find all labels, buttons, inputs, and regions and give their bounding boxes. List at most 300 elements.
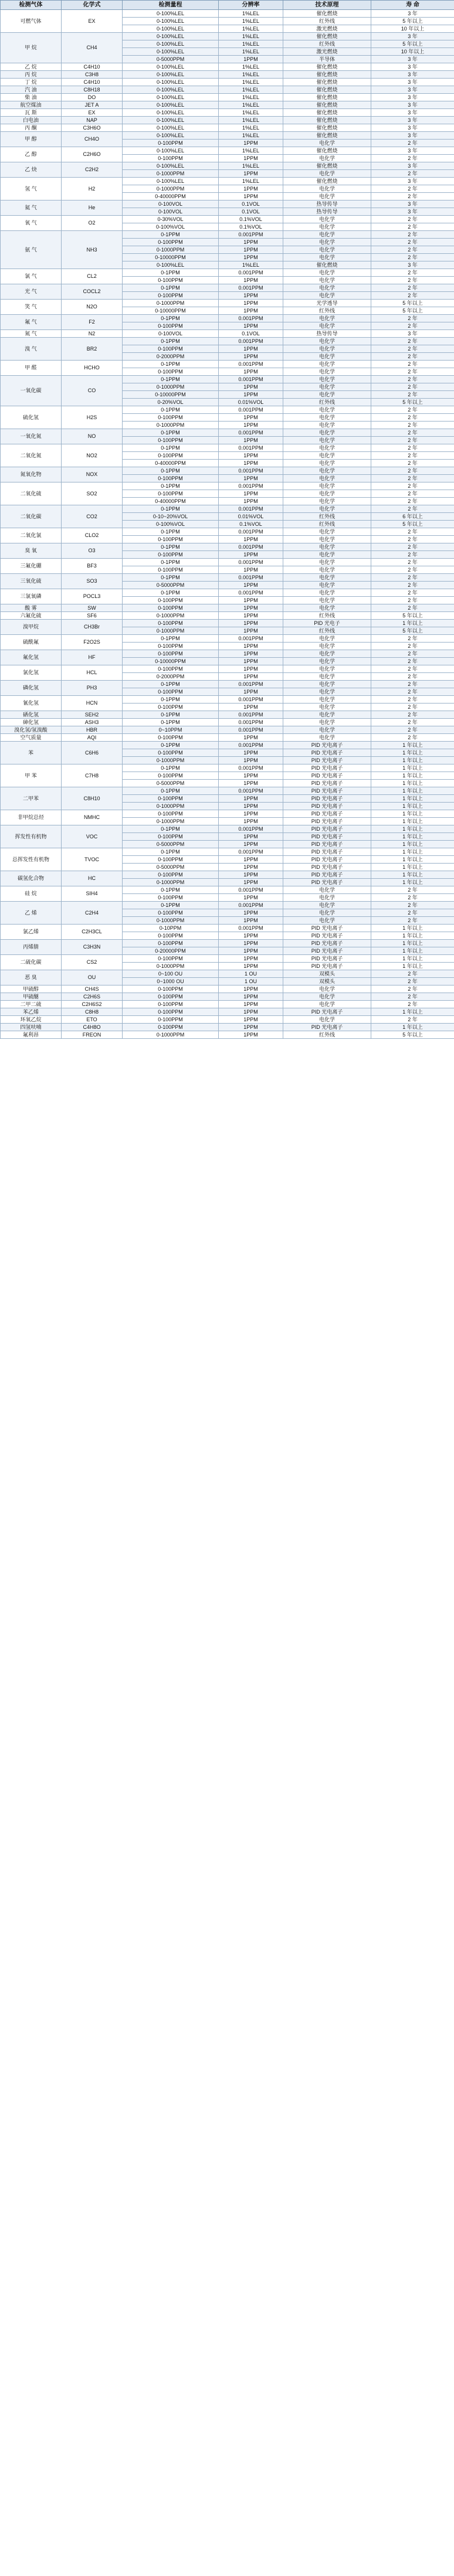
cell-range: 0-100PPM <box>123 277 219 284</box>
cell-technology: 催化燃烧 <box>283 117 371 124</box>
cell-range: 0-100%VOL <box>123 521 219 528</box>
cell-resolution: 0.001PPM <box>219 559 283 566</box>
cell-technology: 电化学 <box>283 597 371 604</box>
cell-lifetime: 3 年 <box>371 86 454 94</box>
cell-technology: 双模头 <box>283 970 371 978</box>
table-row <box>1 376 454 383</box>
cell-range: 0-1PPM <box>123 635 219 643</box>
cell-lifetime: 2 年 <box>371 886 454 894</box>
cell-formula: BR2 <box>62 338 123 361</box>
table-row <box>1 79 454 86</box>
cell-resolution: 0.001PPM <box>219 406 283 414</box>
cell-technology: 电化学 <box>283 604 371 612</box>
cell-resolution: 0.001PPM <box>219 376 283 383</box>
cell-lifetime: 2 年 <box>371 223 454 231</box>
cell-resolution: 1PPM <box>219 1024 283 1031</box>
cell-range: 0-1000PPM <box>123 383 219 391</box>
cell-resolution: 1%LEL <box>219 10 283 18</box>
cell-lifetime: 1 年以上 <box>371 803 454 810</box>
cell-lifetime: 2 年 <box>371 582 454 589</box>
cell-range: 0-100%LEL <box>123 147 219 155</box>
cell-lifetime: 2 年 <box>371 643 454 650</box>
cell-resolution: 0.001PPM <box>219 742 283 749</box>
cell-technology: 电化学 <box>283 917 371 925</box>
cell-lifetime: 2 年 <box>371 917 454 925</box>
cell-technology: 红外线 <box>283 18 371 25</box>
cell-resolution: 1%LEL <box>219 25 283 33</box>
cell-technology: PID 光电离子 <box>283 742 371 749</box>
cell-lifetime: 1 年以上 <box>371 757 454 764</box>
cell-formula: C2H3CL <box>62 925 123 940</box>
table-row <box>1 902 454 909</box>
cell-technology: 电化学 <box>283 452 371 460</box>
cell-lifetime: 2 年 <box>371 978 454 985</box>
cell-resolution: 1%LEL <box>219 162 283 170</box>
cell-formula: PH3 <box>62 681 123 696</box>
cell-range: 0-5000PPM <box>123 56 219 63</box>
cell-technology: PID 光电离子 <box>283 848 371 856</box>
cell-lifetime: 3 年 <box>371 124 454 132</box>
cell-technology: 催化燃烧 <box>283 79 371 86</box>
cell-technology: PID 光电离子 <box>283 856 371 864</box>
cell-range: 0-1PPM <box>123 589 219 597</box>
cell-range: 0-1000PPM <box>123 170 219 178</box>
cell-lifetime: 5 年以上 <box>371 300 454 307</box>
cell-technology: 催化燃烧 <box>283 147 371 155</box>
cell-resolution: 1PPM <box>219 422 283 429</box>
table-row <box>1 1016 454 1024</box>
cell-resolution: 1PPM <box>219 871 283 879</box>
cell-resolution: 1PPM <box>219 383 283 391</box>
cell-resolution: 1%LEL <box>219 18 283 25</box>
cell-lifetime: 2 年 <box>371 993 454 1001</box>
cell-technology: PID 光电离子 <box>283 780 371 787</box>
cell-resolution: 0.001PPM <box>219 231 283 239</box>
cell-resolution: 1PPM <box>219 170 283 178</box>
table-row <box>1 124 454 132</box>
cell-resolution: 0.001PPM <box>219 338 283 345</box>
cell-range: 0-100%LEL <box>123 117 219 124</box>
cell-resolution: 1PPM <box>219 704 283 711</box>
cell-resolution: 1%LEL <box>219 71 283 79</box>
cell-resolution: 1PPM <box>219 795 283 803</box>
cell-formula: N2O <box>62 300 123 315</box>
table-row <box>1 993 454 1001</box>
cell-lifetime: 2 年 <box>371 970 454 978</box>
cell-resolution: 0.001PPM <box>219 505 283 513</box>
cell-technology: PID 光电离子 <box>283 841 371 848</box>
cell-range: 0-100PPM <box>123 620 219 627</box>
cell-lifetime: 2 年 <box>371 444 454 452</box>
cell-resolution: 1PPM <box>219 963 283 970</box>
table-row <box>1 635 454 643</box>
cell-range: 0-100PPM <box>123 955 219 963</box>
table-row <box>1 147 454 155</box>
table-row <box>1 330 454 338</box>
cell-technology: 电化学 <box>283 719 371 726</box>
cell-gas-name: 丙烯腈 <box>1 940 62 955</box>
cell-technology: PID 光电离子 <box>283 1024 371 1031</box>
cell-range: 0-100PPM <box>123 985 219 993</box>
cell-formula: HF <box>62 650 123 665</box>
cell-resolution: 1PPM <box>219 345 283 353</box>
table-row <box>1 825 454 833</box>
table-row <box>1 216 454 223</box>
cell-resolution: 1%LEL <box>219 48 283 56</box>
cell-technology: 电化学 <box>283 909 371 917</box>
cell-technology: 电化学 <box>283 658 371 665</box>
cell-formula: H2S <box>62 406 123 429</box>
cell-formula: JET A <box>62 101 123 109</box>
cell-formula: C7H8 <box>62 764 123 787</box>
cell-lifetime: 2 年 <box>371 284 454 292</box>
cell-lifetime: 2 年 <box>371 1016 454 1024</box>
cell-resolution: 1PPM <box>219 947 283 955</box>
table-row <box>1 117 454 124</box>
cell-technology: 热导传导 <box>283 330 371 338</box>
cell-gas-name: 砷化氢 <box>1 719 62 726</box>
cell-formula: CO <box>62 376 123 406</box>
cell-range: 0-1PPM <box>123 711 219 719</box>
table-row <box>1 406 454 414</box>
cell-gas-name: 六氟化硫 <box>1 612 62 620</box>
cell-resolution: 0.001PPM <box>219 284 283 292</box>
cell-lifetime: 2 年 <box>371 688 454 696</box>
cell-gas-name: 碳氢化合物 <box>1 871 62 886</box>
cell-lifetime: 5 年以上 <box>371 521 454 528</box>
table-row <box>1 543 454 551</box>
cell-technology: 电化学 <box>283 582 371 589</box>
table-row <box>1 871 454 879</box>
cell-range: 0-1PPM <box>123 361 219 368</box>
cell-lifetime: 3 年 <box>371 330 454 338</box>
cell-gas-name: 笑 气 <box>1 300 62 315</box>
table-row <box>1 429 454 437</box>
table-row <box>1 10 454 18</box>
cell-technology: 电化学 <box>283 444 371 452</box>
cell-lifetime: 2 年 <box>371 574 454 582</box>
cell-formula: SIH4 <box>62 886 123 902</box>
cell-technology: 电化学 <box>283 376 371 383</box>
cell-technology: 电化学 <box>283 437 371 444</box>
cell-range: 0-100PPM <box>123 490 219 498</box>
cell-gas-name: 三氟化硼 <box>1 559 62 574</box>
cell-range: 0-1PPM <box>123 315 219 322</box>
cell-gas-name: 苯 <box>1 742 62 764</box>
cell-resolution: 0.001PPM <box>219 925 283 932</box>
cell-range: 0-100%LEL <box>123 63 219 71</box>
cell-range: 0-1000PPM <box>123 1031 219 1039</box>
cell-gas-name: 二氧化碳 <box>1 505 62 528</box>
cell-technology: PID 光电离子 <box>283 1008 371 1016</box>
cell-technology: PID 光电离子 <box>283 795 371 803</box>
cell-gas-name: 一氧化氮 <box>1 429 62 444</box>
cell-range: 0-100PPM <box>123 749 219 757</box>
cell-technology: 红外线 <box>283 307 371 315</box>
cell-range: 0-100PPM <box>123 1008 219 1016</box>
cell-resolution: 1PPM <box>219 879 283 886</box>
cell-resolution: 1%LEL <box>219 261 283 269</box>
cell-technology: 电化学 <box>283 193 371 200</box>
spec-table <box>0 0 454 1039</box>
cell-resolution: 1%LEL <box>219 86 283 94</box>
table-row <box>1 86 454 94</box>
cell-technology: 热导传导 <box>283 208 371 216</box>
cell-lifetime: 2 年 <box>371 604 454 612</box>
cell-formula: POCL3 <box>62 589 123 604</box>
cell-technology: 电化学 <box>283 338 371 345</box>
cell-technology: 电化学 <box>283 551 371 559</box>
cell-lifetime: 2 年 <box>371 216 454 223</box>
cell-resolution: 1PPM <box>219 300 283 307</box>
cell-lifetime: 2 年 <box>371 376 454 383</box>
cell-gas-name: 硫酰氟 <box>1 635 62 650</box>
cell-gas-name: 氯 气 <box>1 269 62 284</box>
cell-range: 0-100PPM <box>123 688 219 696</box>
cell-technology: 电化学 <box>283 361 371 368</box>
cell-range: 0-1PPM <box>123 231 219 239</box>
cell-resolution: 1PPM <box>219 353 283 361</box>
cell-technology: 电化学 <box>283 635 371 643</box>
table-row <box>1 787 454 795</box>
cell-technology: 电化学 <box>283 505 371 513</box>
table-row <box>1 985 454 993</box>
cell-range: 0-100VOL <box>123 200 219 208</box>
cell-gas-name: 酸 雾 <box>1 604 62 612</box>
cell-formula: NAP <box>62 117 123 124</box>
cell-range: 0-5000PPM <box>123 780 219 787</box>
cell-range: 0-1PPM <box>123 505 219 513</box>
table-row <box>1 467 454 475</box>
cell-range: 0-100PPM <box>123 1016 219 1024</box>
cell-resolution: 1%LEL <box>219 40 283 48</box>
cell-formula: C3H3N <box>62 940 123 955</box>
cell-lifetime: 2 年 <box>371 437 454 444</box>
cell-lifetime: 2 年 <box>371 353 454 361</box>
cell-lifetime: 1 年以上 <box>371 947 454 955</box>
cell-technology: PID 光电离子 <box>283 947 371 955</box>
cell-technology: 电化学 <box>283 422 371 429</box>
cell-resolution: 1PPM <box>219 734 283 742</box>
cell-formula: CLO2 <box>62 528 123 543</box>
cell-range: 0-10~20%VOL <box>123 513 219 521</box>
cell-technology: 半导体 <box>283 56 371 63</box>
cell-gas-name: 丙 烷 <box>1 71 62 79</box>
cell-range: 0-100PPM <box>123 452 219 460</box>
cell-gas-name: 二氧化氯 <box>1 528 62 543</box>
cell-technology: 电化学 <box>283 383 371 391</box>
cell-technology: PID 光电离子 <box>283 932 371 940</box>
cell-lifetime: 2 年 <box>371 658 454 665</box>
cell-technology: PID 光电离子 <box>283 787 371 795</box>
cell-technology: PID 光电离子 <box>283 757 371 764</box>
cell-technology: 电化学 <box>283 696 371 704</box>
cell-technology: 热导传导 <box>283 200 371 208</box>
cell-lifetime: 2 年 <box>371 345 454 353</box>
cell-range: 0-100PPM <box>123 810 219 818</box>
cell-lifetime: 2 年 <box>371 383 454 391</box>
cell-resolution: 1PPM <box>219 955 283 963</box>
cell-range: 0-100PPM <box>123 414 219 422</box>
cell-lifetime: 1 年以上 <box>371 864 454 871</box>
cell-range: 0-1PPM <box>123 406 219 414</box>
table-row <box>1 764 454 772</box>
cell-lifetime: 1 年以上 <box>371 780 454 787</box>
cell-range: 0-1PPM <box>123 574 219 582</box>
cell-range: 0-100PPM <box>123 643 219 650</box>
cell-resolution: 1PPM <box>219 1008 283 1016</box>
cell-range: 0-100%LEL <box>123 178 219 185</box>
cell-formula: CH4O <box>62 132 123 147</box>
cell-formula: DO <box>62 94 123 101</box>
cell-lifetime: 1 年以上 <box>371 818 454 825</box>
cell-technology: PID 光电离子 <box>283 879 371 886</box>
table-row <box>1 970 454 978</box>
cell-range: 0-100PPM <box>123 795 219 803</box>
cell-range: 0-10000PPM <box>123 307 219 315</box>
cell-lifetime: 2 年 <box>371 361 454 368</box>
cell-lifetime: 1 年以上 <box>371 963 454 970</box>
cell-formula: EX <box>62 10 123 33</box>
cell-lifetime: 2 年 <box>371 1001 454 1008</box>
table-row <box>1 482 454 490</box>
cell-lifetime: 2 年 <box>371 254 454 261</box>
cell-resolution: 1%LEL <box>219 132 283 140</box>
cell-technology: 电化学 <box>283 277 371 284</box>
cell-formula: C6H6 <box>62 742 123 764</box>
cell-formula: AQI <box>62 734 123 742</box>
cell-range: 0-1PPM <box>123 696 219 704</box>
cell-formula: ASH3 <box>62 719 123 726</box>
cell-technology: 电化学 <box>283 734 371 742</box>
cell-resolution: 0.001PPM <box>219 719 283 726</box>
cell-range: 0-100%LEL <box>123 86 219 94</box>
cell-gas-name: 四氢呋喃 <box>1 1024 62 1031</box>
cell-resolution: 1PPM <box>219 597 283 604</box>
cell-technology: 电化学 <box>283 726 371 734</box>
table-row <box>1 612 454 620</box>
cell-formula: FREON <box>62 1031 123 1039</box>
cell-technology: 电化学 <box>283 543 371 551</box>
cell-gas-name: 甲 烷 <box>1 33 62 63</box>
cell-range: 0-1PPM <box>123 467 219 475</box>
cell-technology: 催化燃烧 <box>283 71 371 79</box>
cell-lifetime: 3 年 <box>371 208 454 216</box>
cell-technology: 电化学 <box>283 536 371 543</box>
cell-resolution: 1%LEL <box>219 178 283 185</box>
cell-gas-name: 溴化氢/氢溴酸 <box>1 726 62 734</box>
cell-gas-name: 乙 烷 <box>1 63 62 71</box>
cell-resolution: 1PPM <box>219 490 283 498</box>
table-row <box>1 284 454 292</box>
cell-technology: 红外线 <box>283 40 371 48</box>
cell-lifetime: 5 年以上 <box>371 40 454 48</box>
cell-technology: 电化学 <box>283 223 371 231</box>
cell-range: 0-100PPM <box>123 437 219 444</box>
cell-formula: CL2 <box>62 269 123 284</box>
cell-resolution: 1PPM <box>219 155 283 162</box>
cell-technology: 催化燃烧 <box>283 33 371 40</box>
cell-resolution: 1PPM <box>219 917 283 925</box>
cell-gas-name: 氮氧化物 <box>1 467 62 482</box>
cell-technology: 电化学 <box>283 254 371 261</box>
cell-gas-name: 氧 气 <box>1 216 62 231</box>
cell-technology: 电化学 <box>283 711 371 719</box>
cell-formula: He <box>62 200 123 216</box>
cell-technology: PID 光电离子 <box>283 772 371 780</box>
cell-lifetime: 2 年 <box>371 292 454 300</box>
cell-lifetime: 2 年 <box>371 185 454 193</box>
cell-resolution: 0.001PPM <box>219 681 283 688</box>
cell-resolution: 1PPM <box>219 749 283 757</box>
cell-range: 0-1PPM <box>123 482 219 490</box>
cell-gas-name: 瓦 斯 <box>1 109 62 117</box>
cell-technology: 电化学 <box>283 673 371 681</box>
cell-resolution: 0.001PPM <box>219 467 283 475</box>
cell-gas-name: 挥发性有机物 <box>1 825 62 848</box>
cell-range: 0-1000PPM <box>123 300 219 307</box>
cell-range: 0-100PPM <box>123 734 219 742</box>
cell-range: 0-1000PPM <box>123 917 219 925</box>
table-row <box>1 848 454 856</box>
table-row <box>1 1024 454 1031</box>
cell-resolution: 1%LEL <box>219 33 283 40</box>
cell-resolution: 0.001PPM <box>219 482 283 490</box>
cell-range: 0-100PPM <box>123 871 219 879</box>
cell-formula: NMHC <box>62 810 123 825</box>
cell-formula: SEH2 <box>62 711 123 719</box>
cell-lifetime: 1 年以上 <box>371 940 454 947</box>
cell-range: 0-1PPM <box>123 719 219 726</box>
cell-lifetime: 1 年以上 <box>371 787 454 795</box>
cell-technology: 电化学 <box>283 185 371 193</box>
cell-lifetime: 2 年 <box>371 429 454 437</box>
cell-resolution: 1PPM <box>219 437 283 444</box>
cell-lifetime: 5 年以上 <box>371 1031 454 1039</box>
cell-range: 0-100%LEL <box>123 132 219 140</box>
cell-resolution: 0.001PPM <box>219 726 283 734</box>
cell-lifetime: 3 年 <box>371 101 454 109</box>
cell-gas-name: 磷化氢 <box>1 681 62 696</box>
cell-technology: 电化学 <box>283 482 371 490</box>
cell-lifetime: 2 年 <box>371 391 454 399</box>
table-header-row <box>1 1 454 10</box>
cell-lifetime: 10 年以上 <box>371 48 454 56</box>
cell-resolution: 0.001PPM <box>219 444 283 452</box>
cell-technology: 电化学 <box>283 353 371 361</box>
cell-formula: C3H6O <box>62 124 123 132</box>
table-row <box>1 665 454 673</box>
cell-resolution: 1PPM <box>219 688 283 696</box>
cell-range: 0-100%LEL <box>123 101 219 109</box>
cell-range: 0-100%LEL <box>123 79 219 86</box>
cell-lifetime: 1 年以上 <box>371 742 454 749</box>
cell-resolution: 1PPM <box>219 414 283 422</box>
cell-resolution: 0.001PPM <box>219 764 283 772</box>
cell-range: 0~1000 OU <box>123 978 219 985</box>
cell-lifetime: 1 年以上 <box>371 749 454 757</box>
cell-lifetime: 2 年 <box>371 673 454 681</box>
cell-resolution: 0.001PPM <box>219 543 283 551</box>
cell-resolution: 1PPM <box>219 551 283 559</box>
cell-resolution: 1PPM <box>219 818 283 825</box>
cell-lifetime: 3 年 <box>371 109 454 117</box>
cell-lifetime: 5 年以上 <box>371 399 454 406</box>
cell-resolution: 1PPM <box>219 193 283 200</box>
cell-range: 0-100%LEL <box>123 109 219 117</box>
cell-range: 0-1000PPM <box>123 879 219 886</box>
cell-lifetime: 2 年 <box>371 566 454 574</box>
